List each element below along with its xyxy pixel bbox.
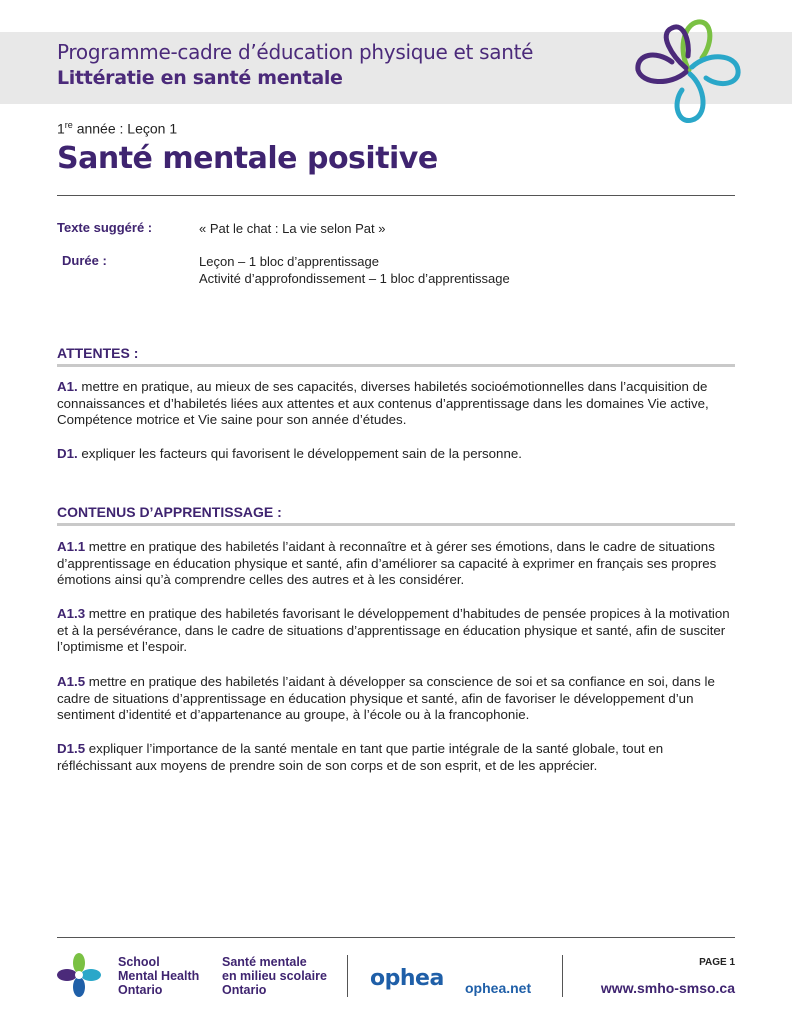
smho-wordmark [118,955,218,997]
wordmark-line: Ontario [222,983,267,997]
website-link[interactable]: www.smho-smso.ca [600,980,735,996]
wordmark-line: Ontario [118,983,163,997]
lesson-subtitle: 1re année : Leçon 1 [57,120,178,137]
text-value: « Pat le chat : La vie selon Pat » [199,221,386,236]
program-title: Programme-cadre d’éducation physique et santé [57,40,534,64]
duration-line: Activité d’approfondissement – 1 bloc d’apprentissage [199,271,510,286]
footer-rule [57,937,735,938]
contenu-item: A1.3 mettre en pratique des habiletés favorisant le développement d’habitudes de pensée propices à la motivation et à la persévérance, dans le cadre de situations d’apprentissage en éducation physique et santé, afin de susciter l’optimisme et l’espoir. [57,606,730,655]
wordmark-line: Mental Health [118,969,200,983]
smho-logo-icon [56,952,102,998]
attente-item: D1. expliquer les facteurs qui favorisent le développement sain de la personne. [57,446,522,461]
footer-divider [347,955,348,997]
ophea-logo: ophea [370,966,444,991]
duration-label: Durée : [62,253,107,268]
page-title: Santé mentale positive [57,141,438,176]
contenus-heading: CONTENUS D’APPRENTISSAGE : [57,504,282,520]
page-number: PAGE 1 [699,957,735,968]
divider [57,195,735,196]
program-subtitle: Littératie en santé mentale [57,67,343,89]
contenu-item: A1.1 mettre en pratique des habiletés l’aidant à reconnaître et à gérer ses émotions, dans le cadre de situations d’apprentissage en éducation physique et santé, afin d’améliorer sa capacité à exprimer en français ses propres émotions ainsi qu’à comprendre celles des autres et à les considérer. [57,539,717,588]
wordmark-line: en milieu scolaire [222,969,327,983]
contenu-item: D1.5 expliquer l’importance de la santé mentale en tant que partie intégrale de la santé globale, tout en réfléchissant aux moyens de prendre soin de son corps et de son esprit, et de les apprécier. [57,741,664,773]
flower-logo-icon [628,12,750,130]
text-label: Texte suggéré : [57,220,153,235]
duration-value [199,253,510,287]
duration-line: Leçon – 1 bloc d’apprentissage [199,254,379,269]
section-rule [57,364,735,367]
wordmark-line: School [118,955,160,969]
attentes-heading: ATTENTES : [57,345,139,361]
wordmark-line: Santé mentale [222,955,307,969]
contenu-item: A1.5 mettre en pratique des habiletés l’aidant à développer sa conscience de soi et sa confiance en soi, dans le cadre de situations d’apprentissage en éducation physique et santé, afin de favoriser le développement d’un sentiment d’identité et d’appartenance au groupe, à l’école ou à la francophonie. [57,674,715,723]
section-rule [57,523,735,526]
ophea-link[interactable]: ophea.net [465,980,532,996]
smss-wordmark [222,955,342,997]
attente-item: A1. mettre en pratique, au mieux de ses capacités, diverses habiletés socioémotionnelles dans l’acquisition de connaissances et d’habiletés liées aux attentes et aux contenus d’apprentissage dans les domaines Vie active, Compétence motrice et Vie saine pour son année d’études. [57,379,709,428]
